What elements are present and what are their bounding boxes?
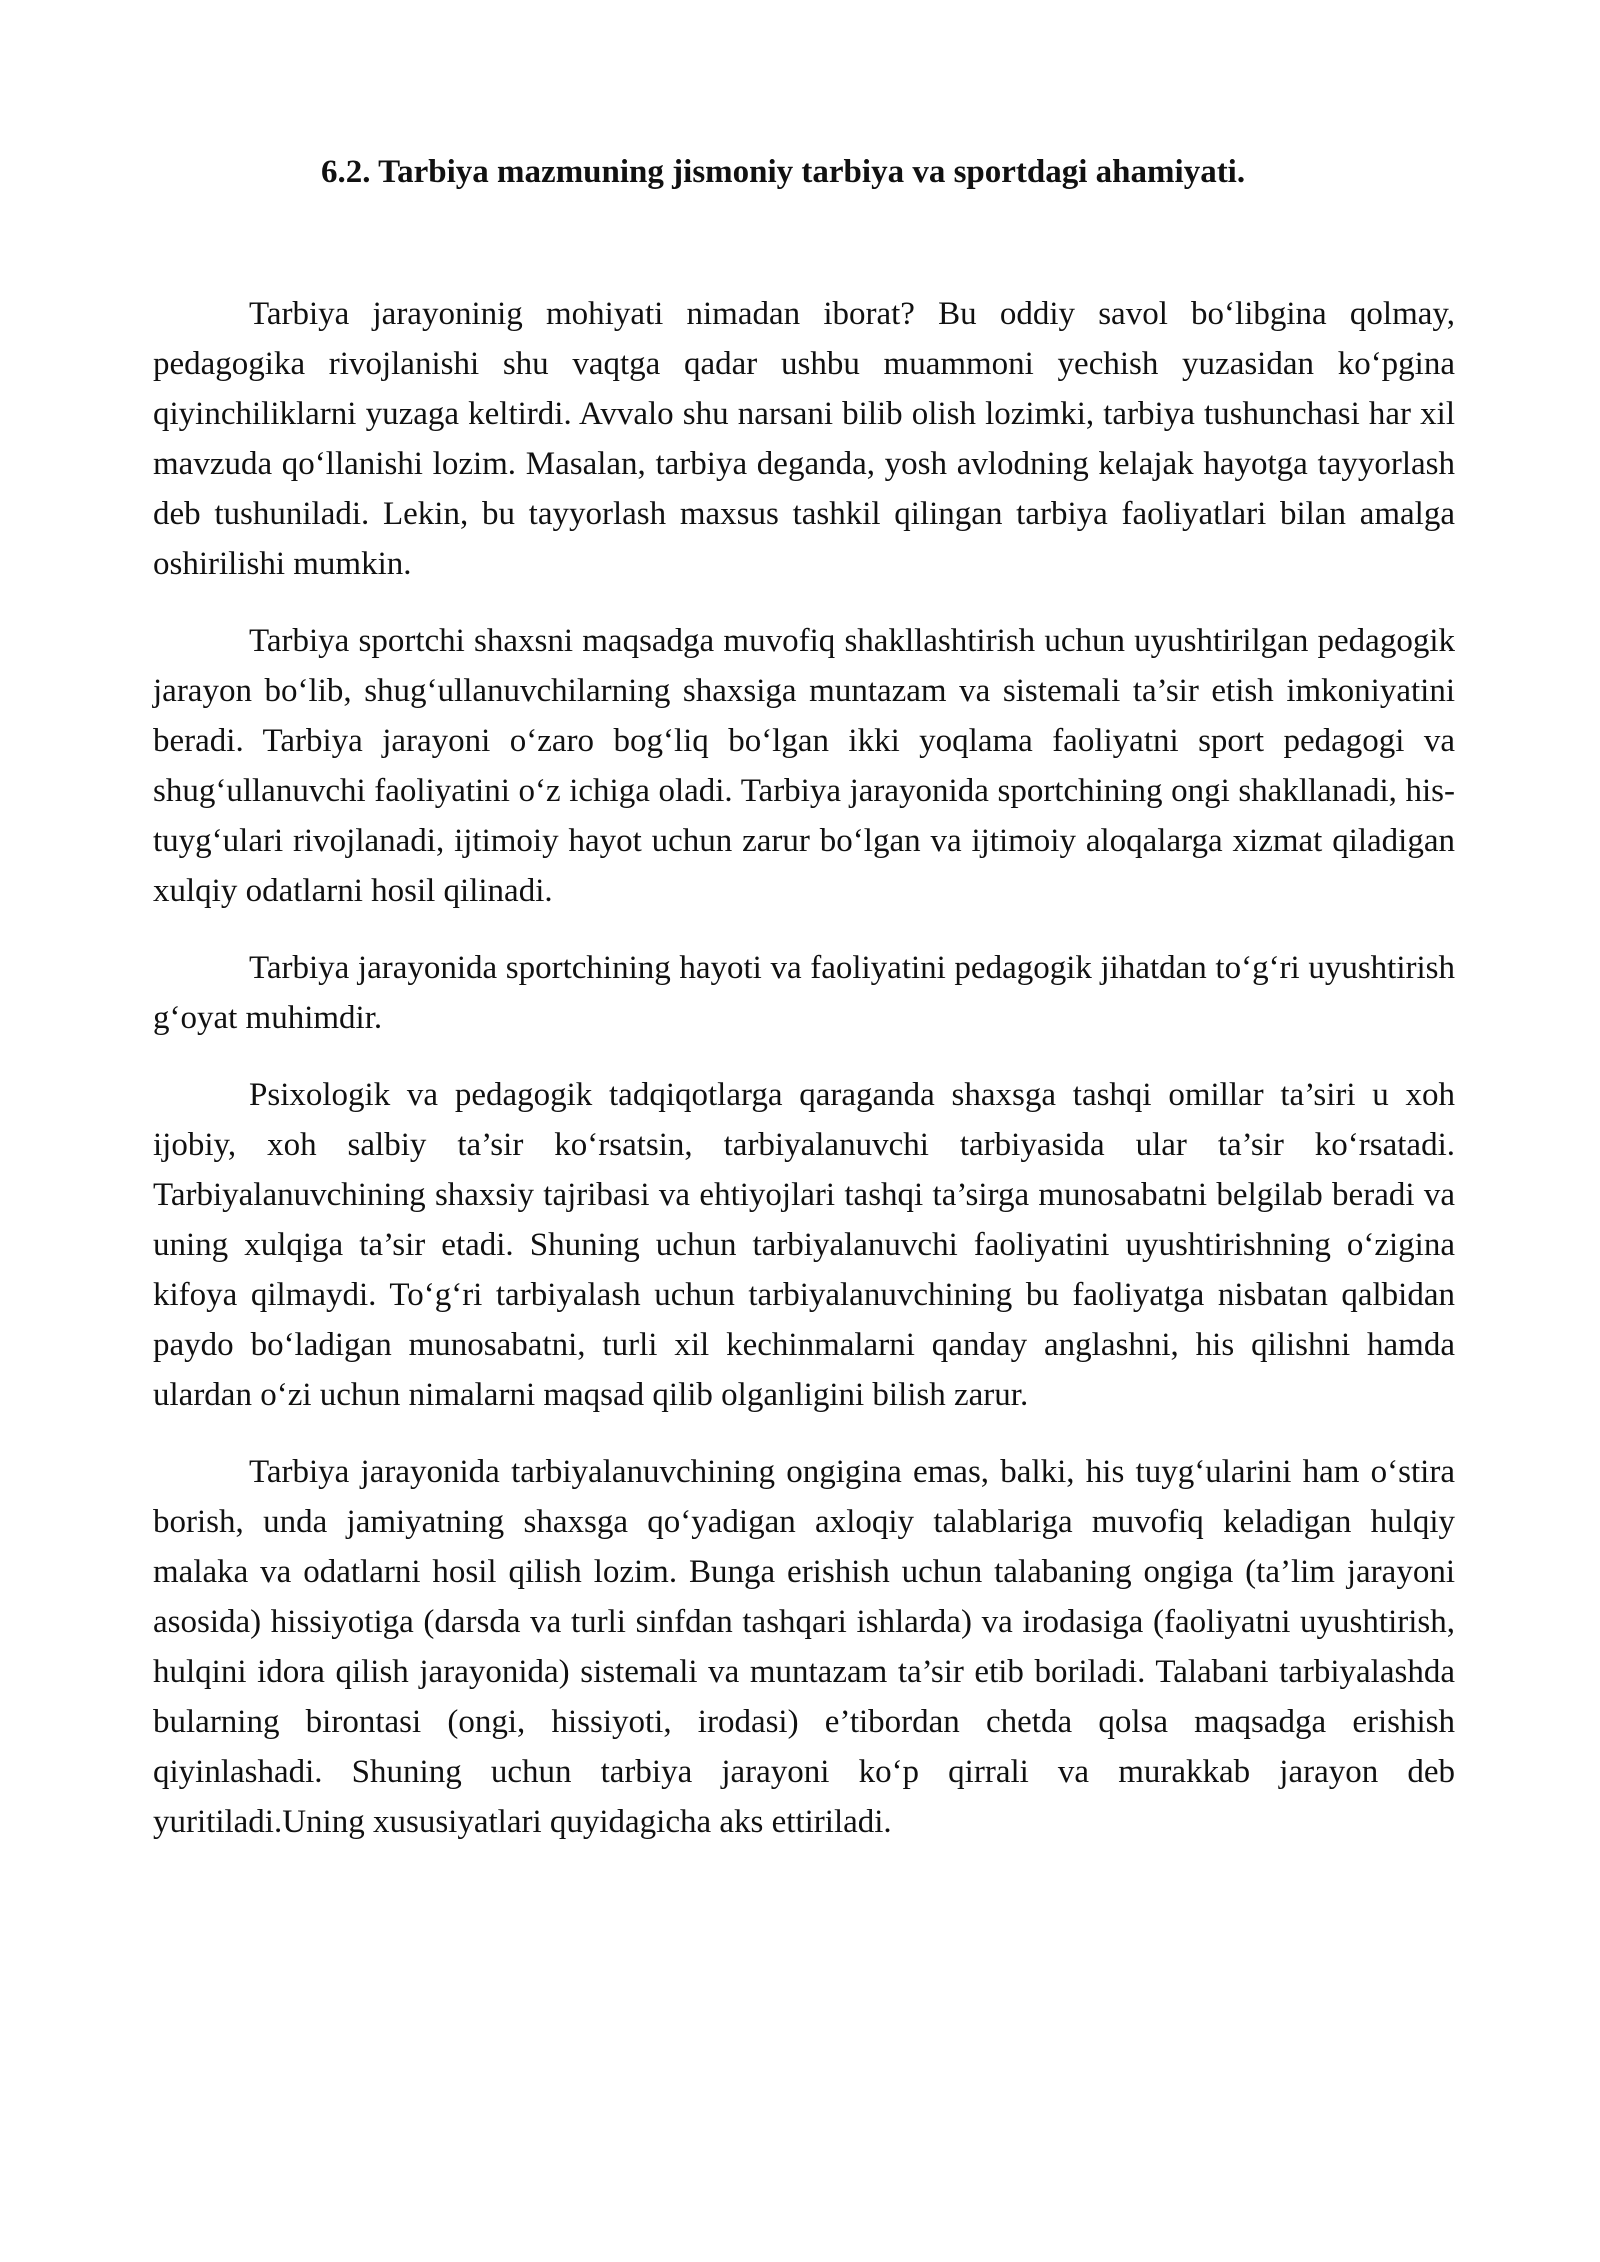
section-title: 6.2. Tarbiya mazmuning jismoniy tarbiya va sportdagi ahamiyati. xyxy=(321,154,1246,190)
body-paragraph-2: Tarbiya sportchi shaxsni maqsadga muvofiq shakllashtirish uchun uyushtirilgan pedagogik jarayon bo‘lib, shug‘ullanuvchilarning shaxsiga muntazam va sistemali ta’sir etish imkoniyatini beradi. Tarbiya jarayoni o‘zaro bog‘liq bo‘lgan ikki yoqlama faoliyatni sport pedagogi va shug‘ullanuvchi faoliyatini o‘z ichiga oladi. Tarbiya jarayonida sportchining ongi shakllanadi, his-tuyg‘ulari rivojlanadi, ijtimoiy hayot uchun zarur bo‘lgan va ijtimoiy aloqalarga xizmat qiladigan xulqiy odatlarni hosil qilinadi. xyxy=(153,623,1455,909)
body-paragraph-4: Psixologik va pedagogik tadqiqotlarga qaraganda shaxsga tashqi omillar ta’siri u xoh ijobiy, xoh salbiy ta’sir ko‘rsatsin, tarbiyalanuvchi tarbiyasida ular ta’sir ko‘rsatadi. Tarbiyalanuvchining shaxsiy tajribasi va ehtiyojlari tashqi ta’sirga munosabatni belgilab beradi va uning xulqiga ta’sir etadi. Shuning uchun tarbiyalanuvchi faoliyatini uyushtirishning o‘zigina kifoya qilmaydi. To‘g‘ri tarbiyalash uchun tarbiyalanuvchining bu faoliyatga nisbatan qalbidan paydo bo‘ladigan munosabatni, turli xil kechinmalarni qanday anglashni, his qilishni hamda ulardan o‘zi uchun nimalarni maqsad qilib olganligini bilish zarur. xyxy=(153,1077,1455,1413)
body-paragraph-5: Tarbiya jarayonida tarbiyalanuvchining ongigina emas, balki, his tuyg‘ularini ham o‘stira borish, unda jamiyatning shaxsga qo‘yadigan axloqiy talablariga muvofiq keladigan hulqiy malaka va odatlarni hosil qilish lozim. Bunga erishish uchun talabaning ongiga (ta’lim jarayoni asosida) hissiyotiga (darsda va turli sinfdan tashqari ishlarda) va irodasiga (faoliyatni uyushtirish, hulqini idora qilish jarayonida) sistemali va muntazam ta’sir etib boriladi. Talabani tarbiyalashda bularning birontasi (ongi, hissiyoti, irodasi) e’tibordan chetda qolsa maqsadga erishish qiyinlashadi. Shuning uchun tarbiya jarayoni ko‘p qirrali va murakkab jarayon deb yuritiladi.Uning xususiyatlari quyidagicha aks ettiriladi. xyxy=(153,1454,1455,1840)
body-paragraph-1: Tarbiya jarayoninig mohiyati nimadan iborat? Bu oddiy savol bo‘libgina qolmay, pedagogika rivojlanishi shu vaqtga qadar ushbu muammoni yechish yuzasidan ko‘pgina qiyinchiliklarni yuzaga keltirdi. Avvalo shu narsani bilib olish lozimki, tarbiya tushunchasi har xil mavzuda qo‘llanishi lozim. Masalan, tarbiya deganda, yosh avlodning kelajak hayotga tayyorlash deb tushuniladi. Lekin, bu tayyorlash maxsus tashkil qilingan tarbiya faoliyatlari bilan amalga oshirilishi mumkin. xyxy=(153,296,1455,582)
body-paragraph-3: Tarbiya jarayonida sportchining hayoti va faoliyatini pedagogik jihatdan to‘g‘ri uyushtirish g‘oyat muhimdir. xyxy=(153,950,1455,1036)
